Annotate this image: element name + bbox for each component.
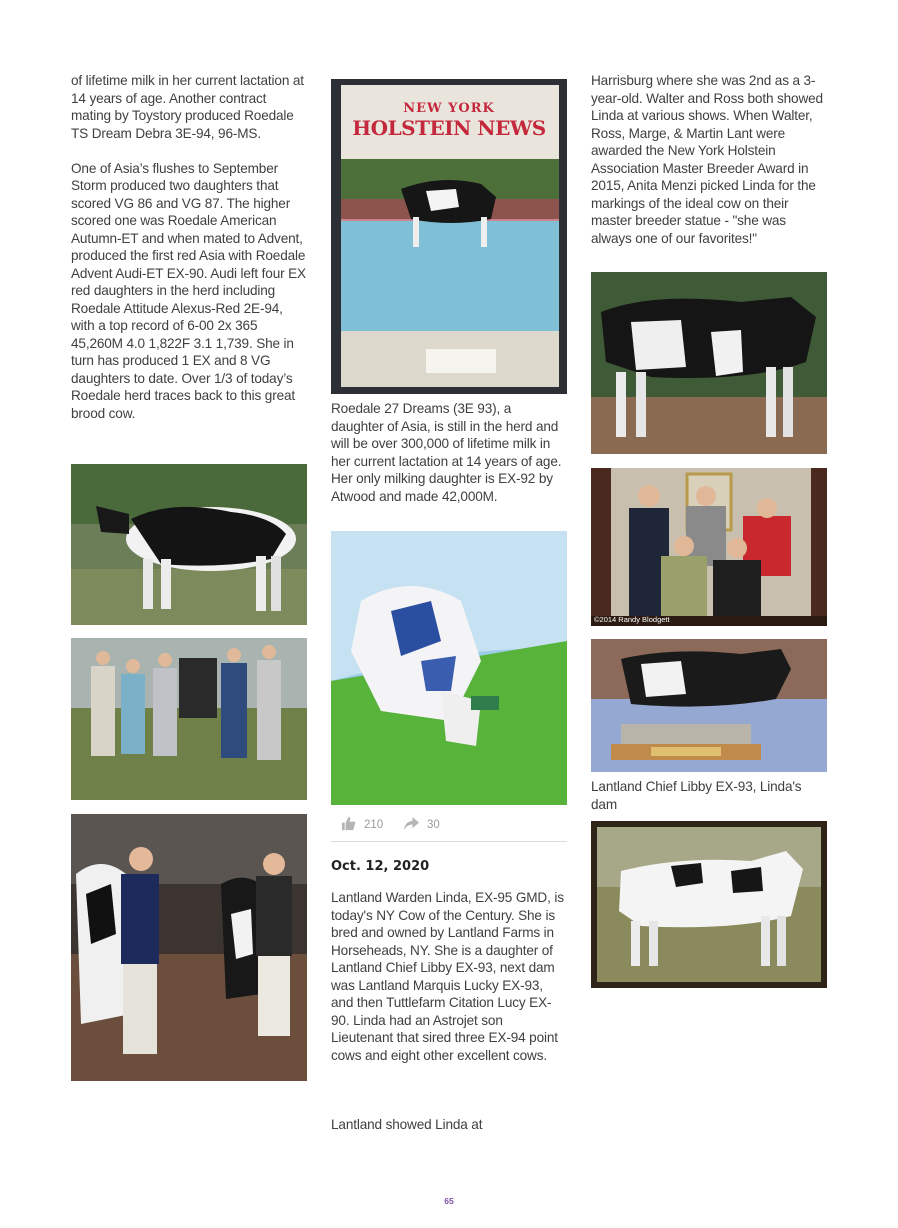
photo-cow-portrait <box>591 272 827 454</box>
photo-family-group <box>71 638 307 800</box>
social-stats-bar <box>331 813 567 842</box>
post-date: Oct. 12, 2020 <box>331 859 430 874</box>
article-paragraph: of lifetime milk in her current lactation at 14 years of age. Another contract mating by Toystory produced Roedale TS Dream Debra 3E-94, 96-MS. <box>71 73 304 141</box>
shares-count: 30 <box>427 819 440 831</box>
photo-magazine-cover <box>331 79 567 394</box>
photo-youth-with-heifers <box>71 814 307 1081</box>
photo-caption: Roedale 27 Dreams (3E 93), a daughter of Asia, is still in the herd and will be over 300,000 of lifetime milk in her current lactation at 14 years of age. Her only milking daughter is EX-92 by Atwood and made 42,000M. <box>331 401 562 504</box>
likes-count: 210 <box>364 819 384 831</box>
column-1 <box>71 72 307 422</box>
photo-framed-cow <box>591 821 827 988</box>
share-arrow-icon[interactable] <box>403 816 420 834</box>
photo-caption: Lantland Chief Libby EX-93, Linda's dam <box>591 779 802 812</box>
column-3 <box>591 72 827 812</box>
article-paragraph: Lantland Warden Linda, EX-95 GMD, is today's NY Cow of the Century. She is bred and owned by Lantland Farms in Horseheads, NY. She is a daughter of Lantland Chief Libby EX-93, next dam was Lantland Marquis Lucky EX-93, and then Tuttlefarm Citation Lucy EX-90. Linda had an Astrojet son Lieutenant that sired three EX-94 point cows and eight other excellent cows. <box>331 890 564 1063</box>
page-number: 65 <box>444 1196 454 1206</box>
photo-master-breeder-group <box>591 468 827 626</box>
article-paragraph: One of Asia’s flushes to September Storm produced two daughters that scored VG 86 and VG 87. The higher scored one was Roedale American Autumn-ET and when mated to Advent, produced the first red Asia with Roedale Advent Audi-ET EX-90. Audi left four EX red daughters in the herd including Roedale Attitude Alexus-Red 2E-94, with a top record of 6-00 2x 365 45,260M 4.0 1,822F 3.1 1,739. She in turn has produced 1 EX and 8 VG daughters to date. Over 1/3 of today’s Roedale herd traces back to this great brood cow. <box>71 160 306 421</box>
photo-cow-grazing <box>331 531 567 805</box>
photo-cow-statue <box>591 639 827 772</box>
article-paragraph: Harrisburg where she was 2nd as a 3-year-old. Walter and Ross both showed Linda at various shows. When Walter, Ross, Marge, & Martin Lant were awarded the New York Holstein Association Master Breeder Award in 2015, Anita Menzi picked Linda for the markings of the ideal cow on their master breeder statue - "she was always one of our favorites!" <box>591 73 823 246</box>
thumbs-up-icon[interactable] <box>341 816 356 834</box>
photo-credit: ©2014 Randy Blodgett <box>594 615 670 624</box>
magazine-title: NEW YORK HOLSTEIN NEWS <box>352 101 546 140</box>
photo-cow-side-view <box>71 464 307 625</box>
article-paragraph: Lantland showed Linda at <box>331 1117 483 1132</box>
